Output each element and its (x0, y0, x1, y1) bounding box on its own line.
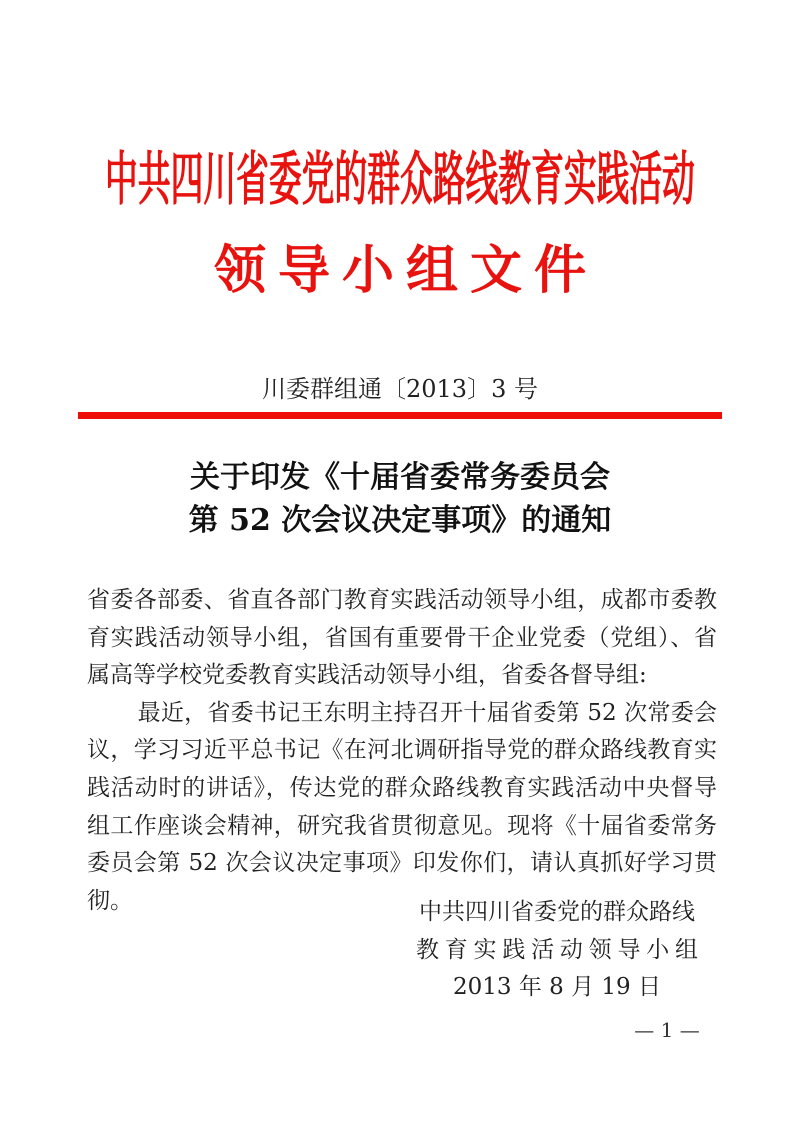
signature-org-line-1: 中共四川省委党的群众路线 (419, 899, 695, 925)
signature-org-line-2: 教育实践活动领导小组 (416, 936, 698, 963)
body-paragraph-recipients: 省委各部委、省直各部门教育实践活动领导小组，成都市委教育实践活动领导小组，省国有重要骨干企业党委（党组）、省属高等学校党委教育实践活动领导小组，省委各督导组: (87, 587, 717, 689)
masthead-line-1: 中共四川省委党的群众路线教育实践活动 (105, 145, 695, 213)
title-line-1: 关于印发《十届省委常务委员会 (190, 460, 610, 495)
title-line-2: 第 52 次会议决定事项》的通知 (188, 503, 612, 538)
body-paragraph-main: 最近，省委书记王东明主持召开十届省委第 52 次常委会议，学习习近平总书记《在河北调研指导党的群众路线教育实践活动时的讲话》，传达党的群众路线教育实践活动中央督导组工作座谈会精神，研究我省贯彻意见。现将《十届省委常务委员会第 52 次会议决定事项》印发你们，请认真抓好学习贯彻。 (87, 699, 717, 914)
signature-date: 2013 年 8 月 19 日 (453, 974, 661, 1001)
document-body (87, 582, 717, 920)
masthead-line-2: 领导小组文件 (213, 240, 598, 301)
page-number: — 1 — (634, 1018, 700, 1042)
document-number: 川委群组通〔2013〕3 号 (262, 375, 538, 403)
signature-block (416, 894, 698, 1007)
red-divider-rule (78, 412, 722, 419)
document-title (0, 456, 800, 542)
